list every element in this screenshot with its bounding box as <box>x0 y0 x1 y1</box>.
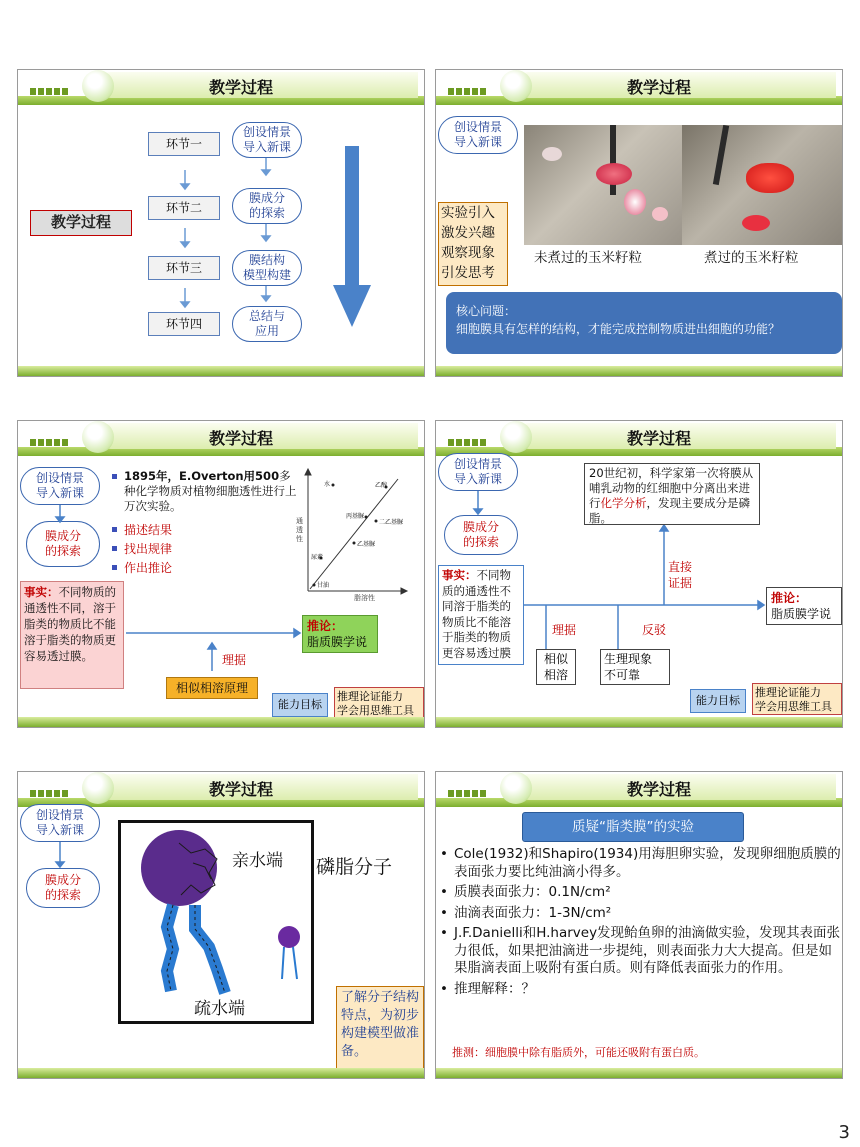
inference-box <box>766 587 842 625</box>
step-box: 环节三 <box>148 256 220 280</box>
ability-label: 能力目标 <box>272 693 328 717</box>
overton-bullet <box>112 469 298 514</box>
hydrophobic-label: 疏水端 <box>194 999 245 1019</box>
inference-label: 推论： <box>307 619 344 633</box>
ability-label: 能力目标 <box>690 689 746 713</box>
graph-point-label: 甘油 <box>317 582 330 589</box>
step-box: 环节四 <box>148 312 220 336</box>
reason-label: 理据 <box>552 623 577 637</box>
fact-label: 事实： <box>24 585 59 599</box>
stage-oval: 总结与 应用 <box>232 306 302 342</box>
corn-photo-cooked <box>682 125 843 245</box>
slide-6 <box>435 771 843 1079</box>
fact-label: 事实： <box>442 568 477 582</box>
graph-point-label: 乙醇 <box>375 482 388 489</box>
slide-title: 教学过程 <box>208 780 273 799</box>
list-item: 油滴表面张力：1-3N/cm² <box>454 904 612 921</box>
slide-title: 教学过程 <box>208 78 273 97</box>
step-box: 环节二 <box>148 196 220 220</box>
inference-text: 脂质膜学说 <box>307 635 368 649</box>
task-list <box>112 521 172 578</box>
list-item: 质膜表面张力：0.1N/cm² <box>454 884 611 900</box>
slide-title: 教学过程 <box>208 429 273 448</box>
stage-oval: 创设情景 导入新课 <box>232 122 302 158</box>
fact-text: 不同物质的通透性不同溶于脂类的物质比不能溶于脂类的物质更容易透过膜 <box>442 568 511 660</box>
fact-box <box>20 581 124 689</box>
slide-4 <box>435 420 843 728</box>
photo-caption: 未煮过的玉米籽粒 <box>534 250 642 266</box>
slide-5 <box>17 771 425 1079</box>
bullet-rest: 多种化学物质对植物细胞透性进行上万次实验。 <box>124 469 297 513</box>
molecule-label: 磷脂分子 <box>316 856 393 878</box>
graph-point-label: 丙基脲 <box>346 513 365 520</box>
stage-oval: 创设情景 导入新课 <box>438 453 518 491</box>
graph-point-label: 乙基脲 <box>357 541 376 548</box>
graph-ylabel: 通透性 <box>296 517 303 543</box>
content-list: • Cole(1932)和Shapiro(1934)用海胆卵实验，发现卵细胞质膜的表面张力要比纯油滴小得多。 • 质膜表面张力：0.1N/cm² • 油滴表面张力：1-3N/cm² • J.F.Danielli和H.harvey发现鲐鱼卵的油滴做实验，发现其表面张力很低，如果把油滴进一步提纯，则表面张力大大提高。但是如果脂滴表面上吸附有蛋白质。则有降低表面张力的作用。 • 推理解释：？ <box>440 846 841 997</box>
inference-text: 脂质膜学说 <box>771 607 832 621</box>
fact-box <box>438 565 524 665</box>
photo-caption: 煮过的玉米籽粒 <box>704 250 799 266</box>
side-label: 教学过程 <box>30 210 132 236</box>
experiment-text-end: ，发现主要成分是磷脂。 <box>589 496 750 525</box>
experiment-box <box>584 463 760 525</box>
stage-oval: 膜成分 的探索 <box>26 868 100 908</box>
stage-oval: 膜结构 模型构建 <box>232 250 302 286</box>
fact-text: 不同物质的通透性不同，溶于脂类的物质比不能溶于脂类的物质更容易透过膜。 <box>24 585 116 663</box>
reason-label: 理据 <box>222 653 247 667</box>
stage-oval: 创设情景 导入新课 <box>20 804 100 842</box>
ability-text: 推理论证能力 学会用思维工具 <box>752 683 842 715</box>
experiment-highlight: 化学分析 <box>600 496 647 510</box>
stage-oval: 膜成分 的探索 <box>232 188 302 224</box>
intro-box: 实验引入 激发兴趣 观察现象 引发思考 <box>438 202 508 286</box>
similar-box: 相似 相溶 <box>536 649 576 685</box>
experiment-text: 20世纪初，科学家第一次将膜从哺乳动物的红细胞中分离出来进行 <box>589 466 754 510</box>
list-item: Cole(1932)和Shapiro(1934)用海胆卵实验，发现卵细胞质膜的表面张力要比纯油滴小得多。 <box>454 846 841 880</box>
slide-1 <box>17 69 425 377</box>
slide-title: 教学过程 <box>626 429 691 448</box>
page-number: 3 <box>838 1122 850 1143</box>
slide-3 <box>17 420 425 728</box>
slide-header <box>436 772 842 808</box>
principle-box: 相似相溶原理 <box>166 677 258 699</box>
note-box: 了解分子结构特点，为初步构建模型做准备。 <box>336 986 424 1070</box>
slide-title: 教学过程 <box>626 78 691 97</box>
step-box: 环节一 <box>148 132 220 156</box>
task-item: 作出推论 <box>124 561 173 575</box>
guess-text: 推测：细胞膜中除有脂质外，可能还吸附有蛋白质。 <box>452 1046 705 1059</box>
flow-arrows <box>18 70 425 377</box>
overton-graph <box>305 469 407 594</box>
slide-title: 教学过程 <box>626 780 691 799</box>
corn-photo-raw <box>524 125 682 245</box>
core-question-box <box>446 292 842 354</box>
graph-point-label: 水 <box>324 481 331 488</box>
physio-box: 生理现象 不可靠 <box>600 649 670 685</box>
stage-oval: 创设情景 导入新课 <box>20 467 100 505</box>
slide-header <box>436 70 842 106</box>
task-item: 找出规律 <box>124 542 173 556</box>
inference-box <box>302 615 378 653</box>
task-item: 描述结果 <box>124 523 173 537</box>
inference-label: 推论： <box>771 591 808 605</box>
stage-oval: 膜成分 的探索 <box>26 521 100 567</box>
graph-xlabel: 脂溶性 <box>354 594 375 602</box>
list-item: 推理解释：？ <box>454 980 535 997</box>
direct-evidence-label: 直接 证据 <box>668 560 693 590</box>
refute-label: 反驳 <box>642 623 667 637</box>
graph-point-label: 尿素 <box>311 554 324 561</box>
bullet-head: 1895年，E.Overton用500 <box>124 469 280 483</box>
question-title: 核心问题： <box>456 304 517 318</box>
question-text: 细胞膜具有怎样的结构，才能完成控制物质进出细胞的功能？ <box>456 322 781 336</box>
graph-point-label: 二乙基脲 <box>379 519 404 526</box>
stage-oval: 膜成分 的探索 <box>444 515 518 555</box>
banner: 质疑“脂类膜”的实验 <box>522 812 744 842</box>
slide-2 <box>435 69 843 377</box>
ability-text: 推理论证能力 学会用思维工具 <box>334 687 424 719</box>
stage-oval: 创设情景 导入新课 <box>438 116 518 154</box>
hydrophilic-label: 亲水端 <box>232 851 283 871</box>
list-item: J.F.Danielli和H.harvey发现鲐鱼卵的油滴做实验，发现其表面张力很低，如果把油滴进一步提纯，则表面张力大大提高。但是如果脂滴表面上吸附有蛋白质。则有降低表面张力的作用。 <box>454 925 841 976</box>
